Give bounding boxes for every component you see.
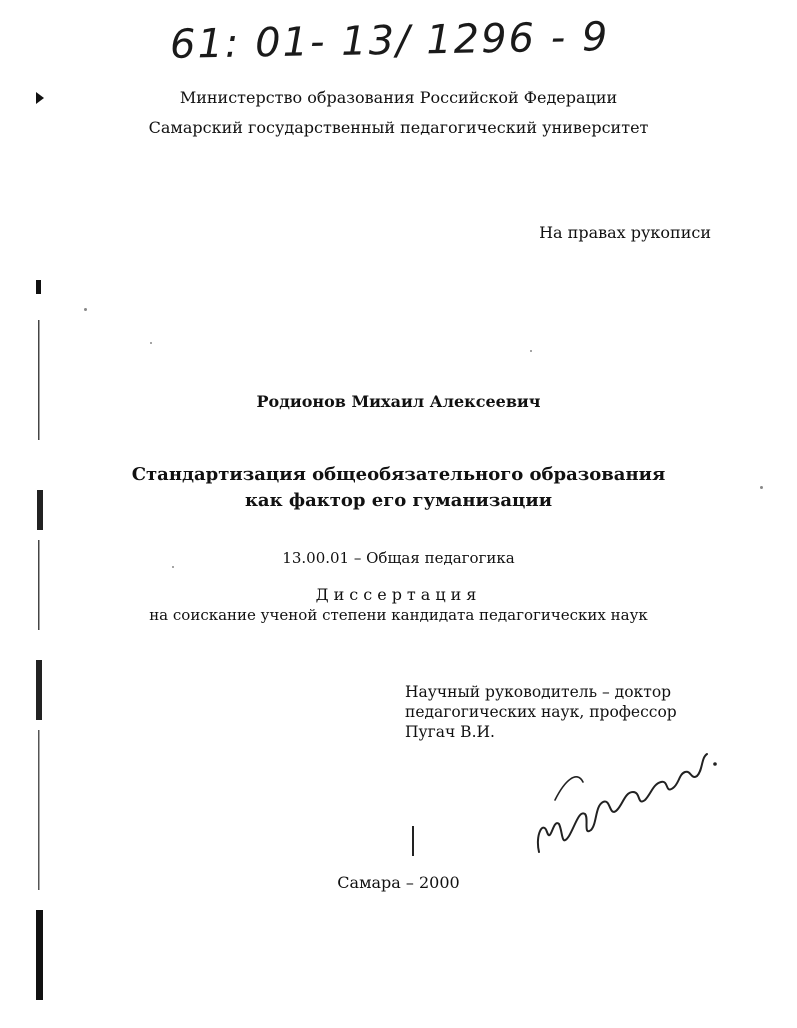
city-year: Самара – 2000 — [337, 873, 460, 892]
rights-note: На правах рукописи — [539, 223, 711, 242]
dissertation-title-line-1: Стандартизация общеобязательного образования — [131, 464, 666, 485]
scan-speck — [530, 350, 532, 352]
ministry-name: Министерство образования Российской Федерации — [179, 88, 618, 107]
supervisor-line-2: педагогических наук, профессор — [405, 703, 677, 721]
supervisor-line-3: Пугач В.И. — [405, 723, 495, 741]
archive-code: 61: 01- 13/ 1296 - 9 — [169, 14, 610, 68]
scan-tick-mark — [412, 826, 414, 856]
dissertation-purpose: на соискание ученой степени кандидата педагогических наук — [149, 606, 648, 624]
specialty-code: 13.00.01 – Общая педагогика — [282, 549, 515, 567]
supervisor-block — [405, 682, 677, 742]
scan-speck — [172, 566, 174, 568]
author-name: Родионов Михаил Алексеевич — [256, 392, 541, 411]
scan-speck — [150, 342, 152, 344]
author-signature — [525, 740, 730, 870]
scan-speck — [84, 308, 87, 311]
university-name: Самарский государственный педагогический университет — [148, 118, 649, 137]
dissertation-title-line-2: как фактор его гуманизации — [244, 490, 553, 511]
supervisor-line-1: Научный руководитель – доктор — [405, 683, 672, 701]
dissertation-label: Диссертация — [315, 585, 482, 604]
scan-speck — [760, 486, 763, 489]
